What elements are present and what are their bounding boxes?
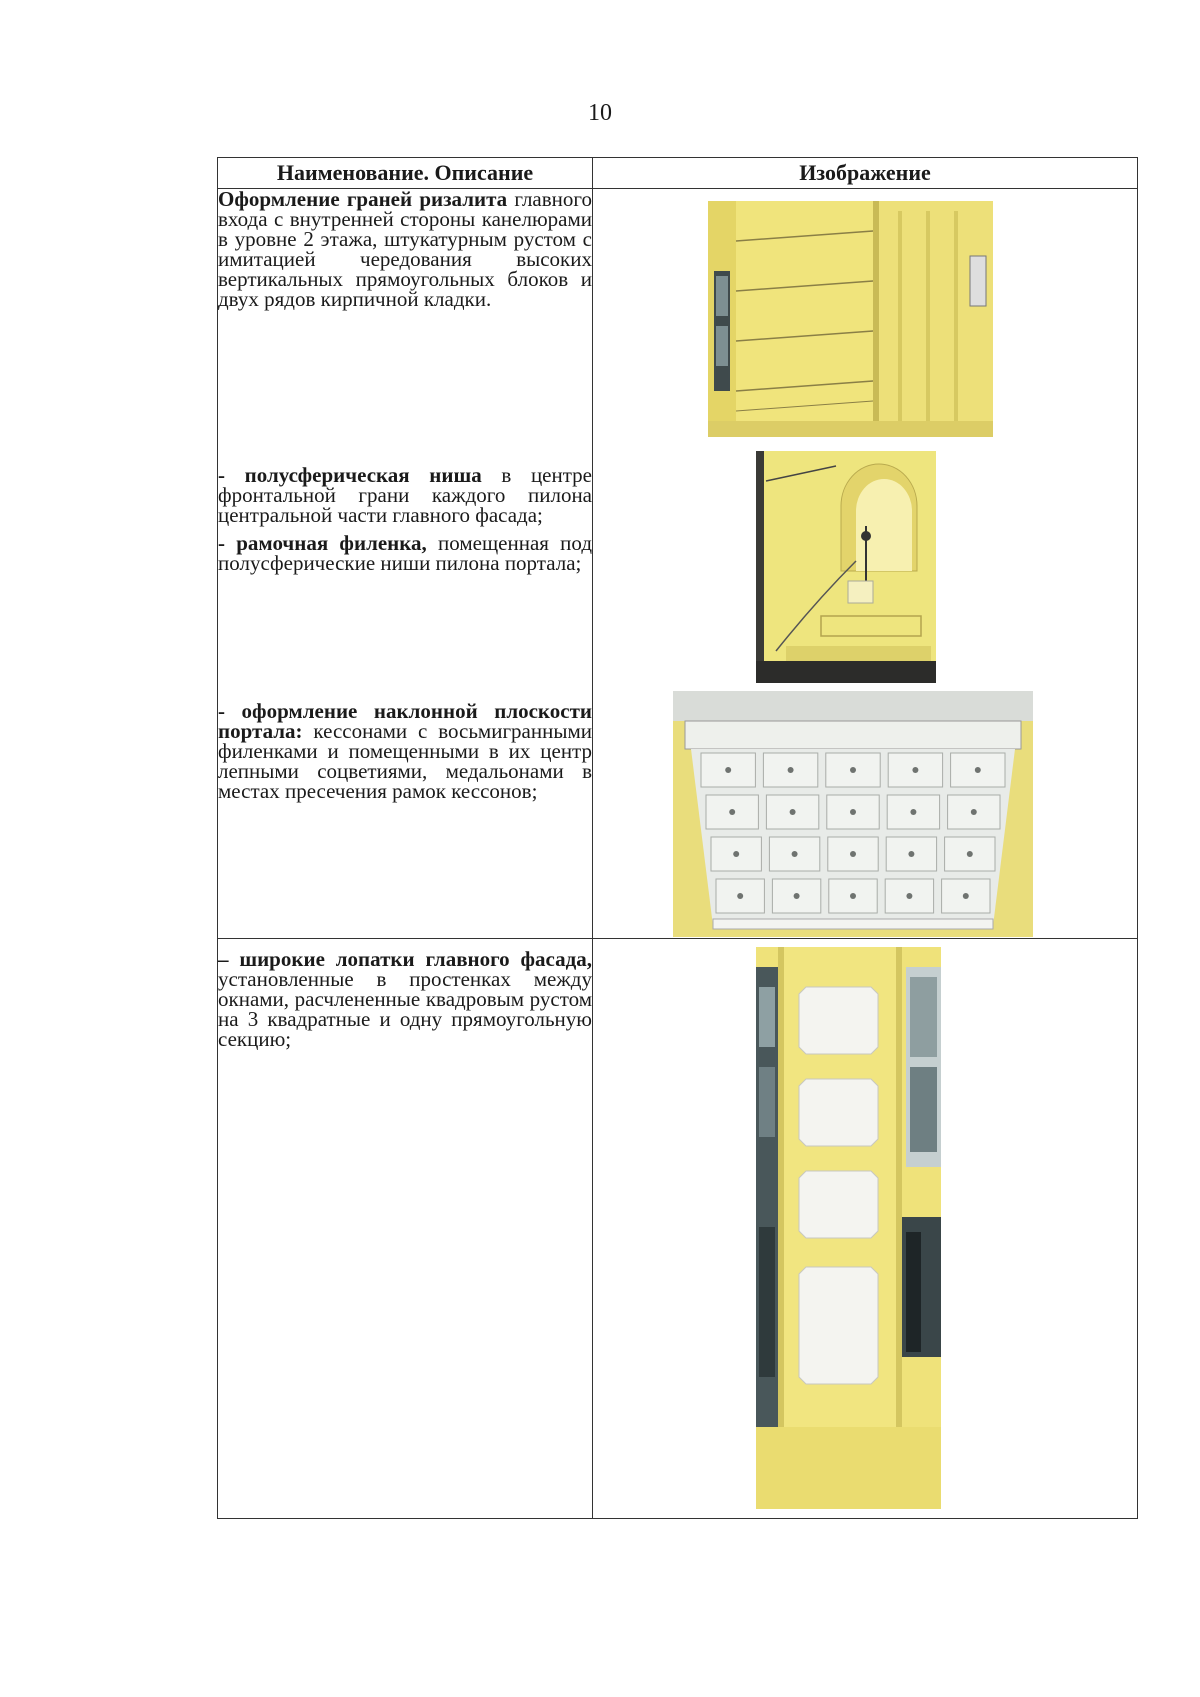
- element-name: Оформление граней ризалита: [218, 187, 508, 211]
- facade-flutes-photo: [708, 201, 993, 437]
- element-description: главного входа с внутренней стороны канелюрами в уровне 2 этажа, штукатурным рустом с имитацией чередования высоких вертикальных прямоугольных блоков и двух рядов кирпичной кладки.: [218, 187, 592, 311]
- table-header-row: [218, 158, 1138, 189]
- description-cell: [218, 683, 593, 939]
- image-cell: [593, 683, 1138, 939]
- element-description: кессонами с восьмигранными филенками и помещенными в их центр лепными соцветиями, медальонами в местах пресечения рамок кессонов;: [218, 718, 592, 803]
- description-paragraph: [218, 530, 593, 575]
- description-paragraph: [218, 189, 592, 309]
- description-paragraph: [218, 698, 592, 803]
- description-cell: [218, 939, 593, 1519]
- element-name: – широкие лопатки главного фасада,: [218, 947, 592, 971]
- header-name-description: Наименование. Описание: [218, 158, 593, 189]
- description-paragraph: [218, 462, 592, 527]
- element-name: - оформление наклонной плоскости портала:: [218, 698, 592, 743]
- description-cell: [218, 451, 593, 683]
- image-cell: [593, 189, 1138, 451]
- coffered-ceiling-photo: [673, 691, 1033, 937]
- pilaster-photo: [756, 947, 941, 1509]
- element-name: - полусферическая ниша: [218, 462, 482, 487]
- element-description: в центре фронтальной грани каждого пилона центральной части главного фасада;: [218, 462, 592, 527]
- elements-table: [217, 157, 1138, 1519]
- element-description: помещенная под полусферические ниши пилона портала;: [218, 530, 593, 575]
- image-cell: [593, 451, 1138, 683]
- page-number: 10: [588, 100, 612, 126]
- table-row: [218, 451, 1138, 683]
- image-cell: [593, 939, 1138, 1519]
- table-row: [218, 939, 1138, 1519]
- niche-photo: [756, 451, 936, 683]
- element-name: - рамочная филенка,: [218, 530, 427, 555]
- header-image: Изображение: [593, 158, 1138, 189]
- description-paragraph: [218, 949, 592, 1049]
- description-cell: [218, 189, 593, 451]
- element-description: установленные в простенках между окнами, расчлененные квадровым рустом на 3 квадратные и одну прямоугольную секцию;: [218, 967, 592, 1051]
- table-row: [218, 189, 1138, 451]
- table-row: [218, 683, 1138, 939]
